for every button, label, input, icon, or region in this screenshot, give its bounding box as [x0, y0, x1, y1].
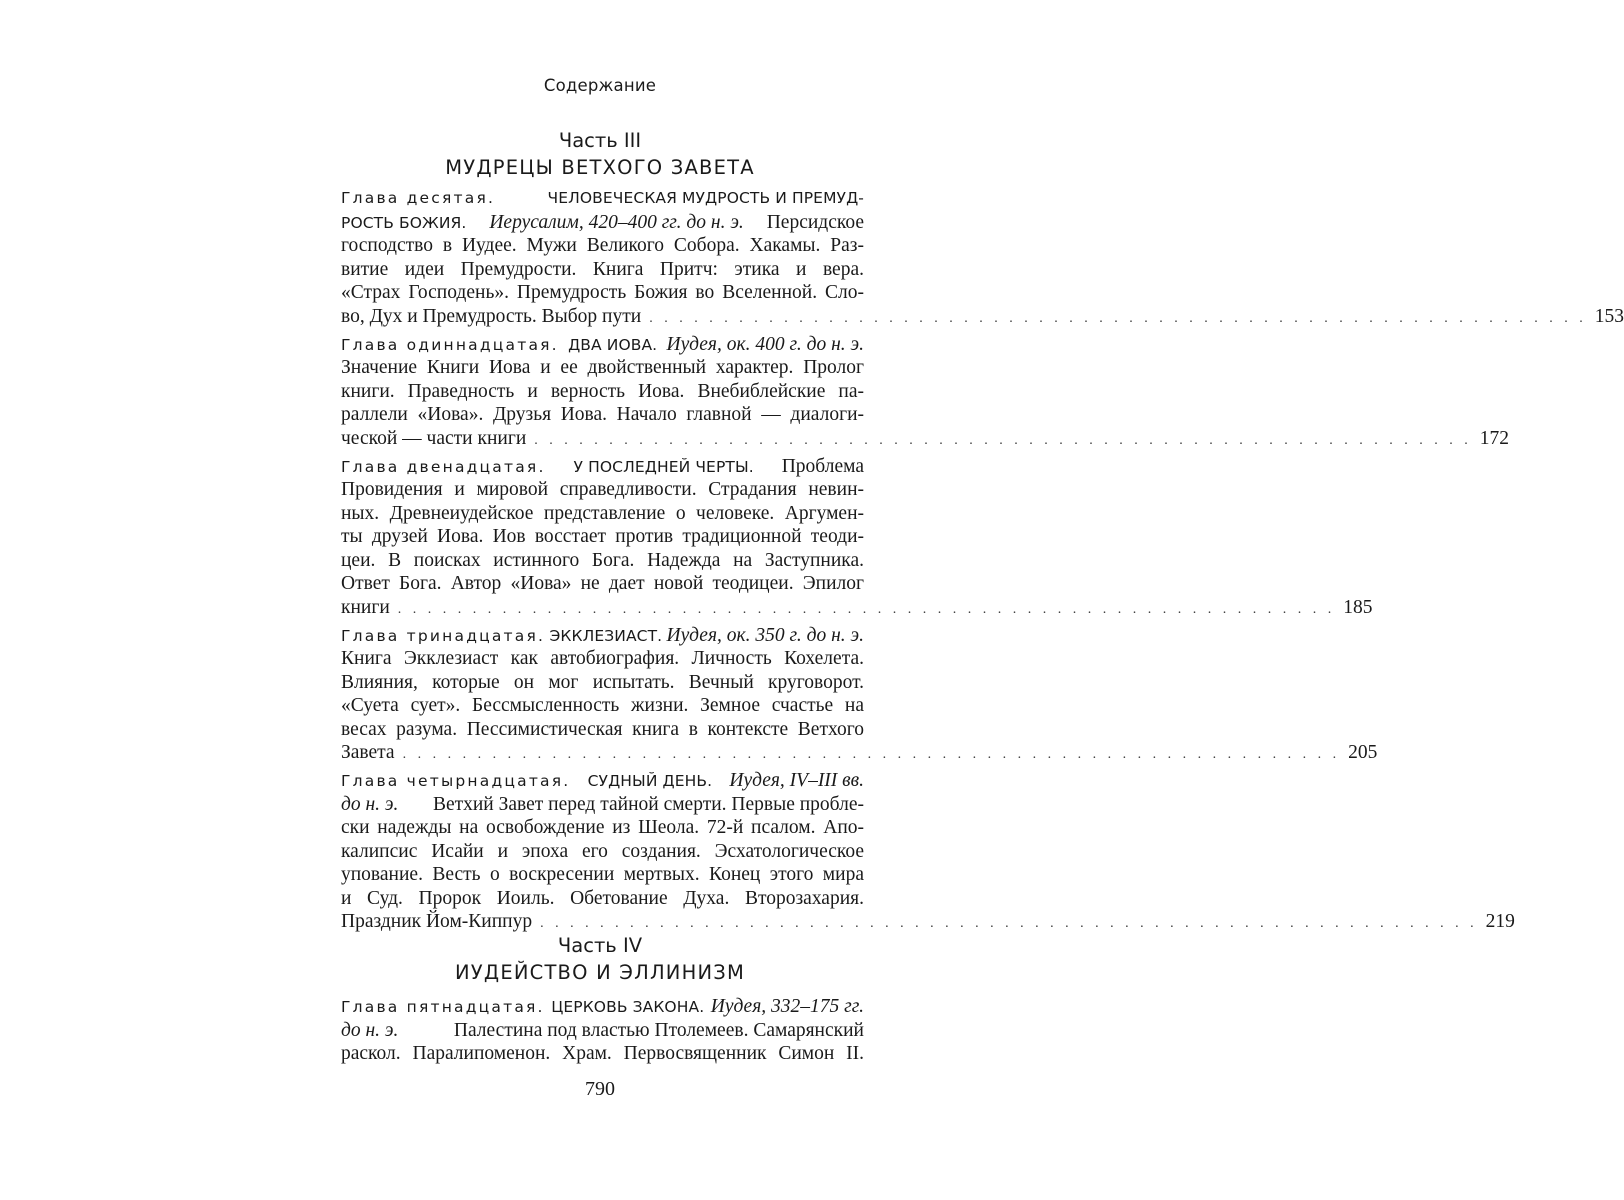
chapter-text: Проблема — [781, 455, 864, 477]
toc-entry-chapter-13[interactable] — [341, 624, 1378, 765]
chapter-text: книги — [341, 596, 390, 618]
chapter-place: Иудея, ок. 350 г. до н. э. — [666, 624, 864, 646]
running-head: Содержание — [543, 76, 657, 95]
chapter-text: Палестина под властью Птолемеев. Самарянский — [453, 1019, 864, 1041]
part-heading — [340, 128, 860, 182]
page-number: 185 — [1343, 596, 1373, 618]
toc-entry-chapter-12[interactable] — [341, 455, 1373, 620]
chapter-text: раскол. Паралипоменон. Храм. Первосвященник Симон II. — [341, 1043, 864, 1064]
page-number: 219 — [1485, 911, 1515, 932]
chapter-title: ЧЕЛОВЕЧЕСКАЯ МУДРОСТЬ И ПРЕМУД- — [547, 189, 864, 207]
chapter-place: Иерусалим, 420–400 гг. до н. э. — [489, 211, 744, 233]
chapter-text: Праздник Йом-Киппур — [341, 911, 533, 932]
toc-entry-chapter-11[interactable] — [341, 333, 1509, 451]
chapter-label: Глава четырнадцатая. — [341, 772, 571, 790]
part-number: Часть IV — [557, 934, 643, 957]
chapter-text: Персидское — [766, 211, 864, 233]
chapter-title: СУДНЫЙ ДЕНЬ. — [587, 772, 713, 790]
chapter-text: господство в Иудее. Мужи Великого Собора. Хакамы. Раз- — [341, 235, 864, 256]
chapter-text: Книга Экклезиаст как автобиография. Личность Кохелета. — [341, 648, 864, 669]
chapter-text: Провидения и мировой справедливости. Страдания невин- — [341, 479, 864, 500]
chapter-text: Влияния, которые он мог испытать. Вечный круговорот. — [341, 671, 864, 693]
chapter-text: и Суд. Пророк Иоиль. Обетование Духа. Второзахария. — [341, 887, 864, 909]
dot-leader: . . . . . . . . . . . . . . . . . . . . . . . . . . . . . . . . . . . . . . . . . . . . . . . . . . . . . . . . . . . . . . . — [649, 310, 1587, 326]
chapter-place: Иудея, IV–III вв. — [729, 770, 864, 791]
page-number: 153 — [1594, 305, 1624, 327]
toc-entries — [341, 995, 864, 1070]
chapter-text: ты друзей Иова. Иов восстает против традиционной теоди- — [341, 526, 864, 547]
chapter-title: ДВА ИОВА. — [568, 335, 658, 354]
chapter-place: Иудея, ок. 400 г. до н. э. — [666, 333, 864, 355]
chapter-place-cont: до н. э. — [341, 793, 399, 815]
chapter-text: книги. Праведность и верность Иова. Внебиблейские па- — [341, 380, 864, 402]
dot-leader: . . . . . . . . . . . . . . . . . . . . . . . . . . . . . . . . . . . . . . . . . . . . . . . . . . . . . . . . . . . . . . . — [534, 432, 1472, 448]
chapter-text: калипсис Исайи и эпоха его создания. Эсхатологическое — [341, 840, 864, 862]
chapter-text: ски надежды на освобождение из Шеола. 72-й псалом. Апо- — [341, 817, 864, 838]
dot-leader: . . . . . . . . . . . . . . . . . . . . . . . . . . . . . . . . . . . . . . . . . . . . . . . . . . . . . . . . . . . . . . . — [402, 747, 1341, 762]
chapter-text: Ветхий Завет перед тайной смерти. Первые пробле- — [432, 793, 864, 815]
chapter-label: Глава тринадцатая. — [341, 626, 546, 645]
chapter-text: весах разума. Пессимистическая книга в контексте Ветхого — [341, 718, 864, 740]
dot-leader: . . . . . . . . . . . . . . . . . . . . . . . . . . . . . . . . . . . . . . . . . . . . . . . . . . . . . . . . . . . . . . . — [397, 601, 1336, 617]
chapter-title: ЭККЛЕЗИАСТ. — [549, 626, 663, 645]
chapter-text: витие идеи Премудрости. Книга Притч: этика и вера. — [341, 258, 864, 280]
chapter-label: Глава одиннадцатая. — [341, 335, 559, 354]
chapter-text: Значение Книги Иова и ее двойственный характер. Пролог — [341, 357, 864, 378]
page-folio: 790 — [585, 1078, 615, 1100]
chapter-text: ных. Древнеиудейское представление о человеке. Аргумен- — [341, 502, 864, 524]
chapter-text: ческой — части книги — [341, 427, 527, 449]
part-title: ИУДЕЙСТВО И ЭЛЛИНИЗМ — [455, 961, 745, 984]
part-heading — [340, 933, 860, 987]
chapter-title: У ПОСЛЕДНЕЙ ЧЕРТЫ. — [573, 457, 754, 476]
chapter-text: раллели «Иова». Друзья Иова. Начало главной — диалоги- — [341, 404, 864, 425]
chapter-text: во, Дух и Премудрость. Выбор пути — [341, 305, 642, 327]
page-number: 205 — [1348, 742, 1378, 763]
chapter-label: Глава пятнадцатая. — [341, 998, 545, 1016]
chapter-place: Иудея, 332–175 гг. — [710, 996, 864, 1017]
part-title: МУДРЕЦЫ ВЕТХОГО ЗАВЕТА — [445, 156, 755, 179]
dot-leader: . . . . . . . . . . . . . . . . . . . . . . . . . . . . . . . . . . . . . . . . . . . . . . . . . . . . . . . . . . . . . . . — [540, 916, 1478, 931]
toc-entry-chapter-15[interactable] — [341, 995, 864, 1066]
toc-entry-chapter-10[interactable] — [341, 187, 1624, 328]
chapter-title-cont: РОСТЬ БОЖИЯ. — [341, 213, 467, 232]
chapter-title: ЦЕРКОВЬ ЗАКОНА. — [551, 998, 705, 1016]
chapter-label: Глава двенадцатая. — [341, 457, 546, 476]
page-number: 172 — [1479, 427, 1509, 449]
chapter-text: цеи. В поисках истинного Бога. Надежда на Заступника. — [341, 549, 864, 571]
toc-entries — [341, 187, 1624, 938]
chapter-text: Завета — [341, 742, 395, 763]
chapter-place-cont: до н. э. — [341, 1019, 399, 1041]
chapter-text: упование. Весть о воскресении мертвых. Конец этого мира — [341, 864, 864, 885]
chapter-text: «Страх Господень». Премудрость Божия во Вселенной. Сло- — [341, 282, 864, 303]
chapter-label: Глава десятая. — [341, 189, 496, 207]
toc-entry-chapter-14[interactable] — [341, 769, 1515, 934]
chapter-text: Ответ Бога. Автор «Иова» не дает новой теодицеи. Эпилог — [341, 573, 864, 594]
chapter-text: «Суета сует». Бессмысленность жизни. Земное счастье на — [341, 695, 864, 716]
part-number: Часть III — [558, 129, 642, 152]
